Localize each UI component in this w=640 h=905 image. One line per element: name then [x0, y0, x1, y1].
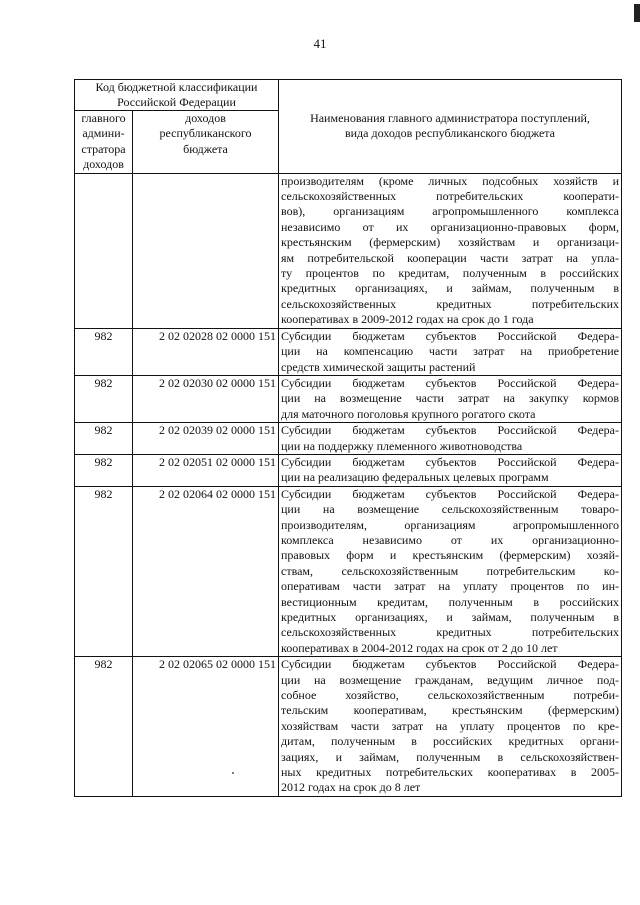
description-line: ных кредитных потребительских кооперативах в 2005-: [281, 765, 619, 780]
description-line: комплекса независимо от их организационно-: [281, 532, 619, 547]
header-name-column: Наименования главного администратора поступлений, вида доходов республиканского бюджета: [279, 80, 622, 174]
cell-budget-code: 2 02 02039 02 0000 151: [133, 423, 279, 455]
scan-edge-mark: [634, 4, 640, 22]
cell-description: [279, 173, 622, 328]
description-line: сельскохозяйственных кредитных потребительских: [281, 625, 619, 640]
description-line: Субсидии бюджетам субъектов Российской Федера-: [281, 375, 619, 390]
cell-description: [279, 657, 622, 797]
description-line: сельскохозяйственных кредитных потребительских: [281, 296, 619, 311]
cell-admin-code: 982: [75, 486, 133, 656]
header-code-column: доходов республиканского бюджета: [133, 111, 279, 174]
cell-description: [279, 486, 622, 656]
scan-dot: [232, 772, 234, 774]
table-row: [75, 423, 622, 455]
cell-budget-code: 2 02 02030 02 0000 151: [133, 375, 279, 422]
description-line: вов), организациям агропромышленного комплекса: [281, 204, 619, 219]
description-line: ствам, сельскохозяйственным потребительским ко-: [281, 563, 619, 578]
cell-description: [279, 454, 622, 486]
description-line: кредитных организациях, и займам, полученным в: [281, 610, 619, 624]
cell-admin-code: 982: [75, 375, 133, 422]
description-line: для маточного поголовья крупного рогатого скота: [281, 406, 536, 421]
cell-budget-code: 2 02 02028 02 0000 151: [133, 328, 279, 375]
description-line: кооперативах в 2004-2012 годах на срок от 2 до 10 лет: [281, 640, 558, 655]
description-line: Субсидии бюджетам субъектов Российской Федера-: [281, 486, 619, 501]
description-line: ции на возмещение гражданам, ведущим личное под-: [281, 672, 619, 687]
table-row: [75, 328, 622, 375]
description-line: производителям, организациям агропромышленного: [281, 517, 619, 532]
description-line: дитам, полученным в российских кредитных органи-: [281, 734, 619, 749]
table-header: [75, 80, 622, 174]
cell-budget-code: 2 02 02051 02 0000 151: [133, 454, 279, 486]
description-line: ции на возмещение сельскохозяйственным товаро-: [281, 502, 619, 517]
table-row: [75, 454, 622, 486]
cell-budget-code: [133, 173, 279, 328]
budget-classification-table: [74, 79, 622, 797]
description-line: 2012 годах на срок до 8 лет: [281, 780, 421, 795]
description-line: Субсидии бюджетам субъектов Российской Федера-: [281, 328, 619, 343]
description-line: ции на реализацию федеральных целевых программ: [281, 470, 549, 485]
table-body: [75, 173, 622, 796]
cell-admin-code: [75, 173, 133, 328]
cell-admin-code: 982: [75, 423, 133, 455]
description-line: независимо от их организационно-правовых форм,: [281, 219, 619, 234]
description-line: ции на возмещение части затрат на закупку кормов: [281, 391, 619, 406]
description-line: кредитных организациях, и займам, полученным в: [281, 281, 619, 296]
cell-admin-code: 982: [75, 328, 133, 375]
description-line: зациях, и займам, полученным в сельскохозяйствен-: [281, 749, 619, 764]
description-line: кооперативах в 2009-2012 годах на срок до 1 года: [281, 312, 534, 327]
page-number: 41: [313, 36, 327, 51]
description-line: Субсидии бюджетам субъектов Российской Федера-: [281, 423, 619, 438]
table-row: [75, 173, 622, 328]
description-line: вестиционным кредитам, полученным в российских: [281, 594, 619, 609]
cell-budget-code: 2 02 02064 02 0000 151: [133, 486, 279, 656]
description-line: производителям (кроме личных подсобных хозяйств и: [281, 173, 619, 188]
cell-admin-code: 982: [75, 657, 133, 797]
description-line: сельскохозяйственных потребительских кооперати-: [281, 189, 619, 204]
header-group-title: Код бюджетной классификации Российской Федерации: [75, 80, 279, 111]
description-line: правовых форм и крестьянским (фермерским) хозяй-: [281, 548, 619, 563]
header-admin-column: главного админи- стратора доходов: [75, 111, 133, 174]
cell-budget-code: 2 02 02065 02 0000 151: [133, 657, 279, 797]
description-line: крестьянским (фермерским) хозяйствам и организаци-: [281, 235, 619, 250]
description-line: тельским кооперативам, крестьянским (фермерским): [281, 703, 619, 718]
description-line: ту процентов по кредитам, полученным в российских: [281, 266, 619, 281]
description-line: ции на поддержку племенного животноводства: [281, 438, 523, 453]
table-row: [75, 375, 622, 422]
description-line: Субсидии бюджетам субъектов Российской Федера-: [281, 454, 619, 469]
cell-admin-code: 982: [75, 454, 133, 486]
description-line: средств химической защиты растений: [281, 359, 476, 374]
table-row: [75, 657, 622, 797]
description-line: Субсидии бюджетам субъектов Российской Федера-: [281, 657, 619, 672]
table-row: [75, 486, 622, 656]
description-line: ции на компенсацию части затрат на приобретение: [281, 344, 619, 359]
description-line: ям потребительской кооперации части затрат на упла-: [281, 250, 619, 265]
description-line: собное хозяйство, сельскохозяйственным потреби-: [281, 688, 619, 703]
cell-description: [279, 328, 622, 375]
description-line: оперативам части затрат на уплату процентов по ин-: [281, 579, 619, 594]
description-line: хозяйствам части затрат на уплату процентов по кре-: [281, 718, 619, 733]
cell-description: [279, 423, 622, 455]
cell-description: [279, 375, 622, 422]
